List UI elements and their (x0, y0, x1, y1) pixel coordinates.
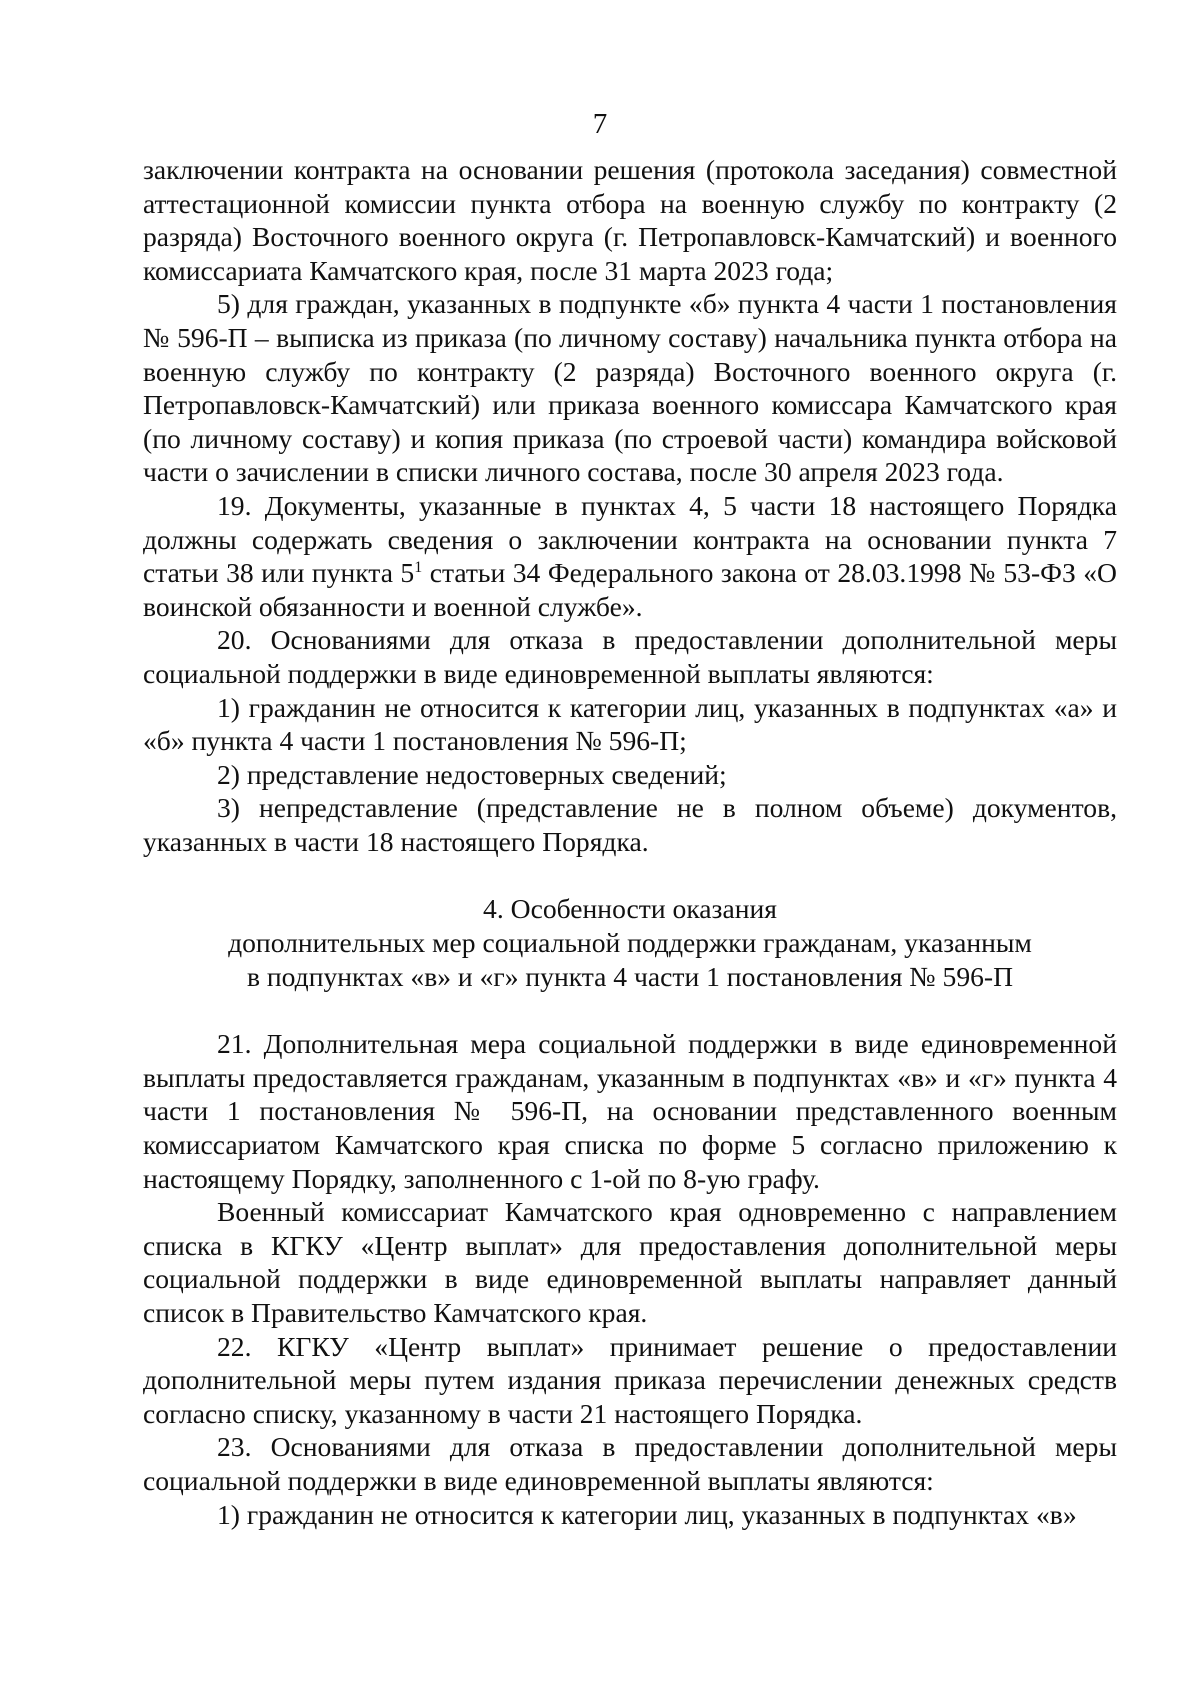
paragraph-20-item-1: 1) гражданин не относится к категории лиц, указанных в подпунктах «а» и «б» пункта 4 части 1 постановления № 596-П; (143, 691, 1117, 757)
section-heading-line-2: дополнительных мер социальной поддержки гражданам, указанным (228, 927, 1032, 959)
paragraph-continuation: заключении контракта на основании решения (протокола заседания) совместной аттестационной комиссии пункта отбора на военную службу по контракту (2 разряда) Восточного военного округа (г. Петропавловск-Камчатский) и военного комиссариата Камчатского края, после 31 марта 2023 года; (143, 154, 1117, 286)
paragraph-20: 20. Основаниями для отказа в предоставлении дополнительной меры социальной поддержки в виде единовременной выплаты являются: (143, 624, 1117, 689)
paragraph-19-text-b: статьи 34 Федерального закона от 28.03.1998 № 53-ФЗ «О воинской обязанности и военной службе». (143, 557, 1117, 622)
page-number: 7 (592, 108, 608, 140)
paragraph-21-continued: Военный комиссариат Камчатского края одновременно с направлением списка в КГКУ «Центр выплат» для предоставления дополнительной меры социальной поддержки в виде единовременной выплаты направляет данный список в Правительство Камчатского края. (143, 1196, 1117, 1328)
section-heading-line-1: 4. Особенности оказания (483, 893, 777, 925)
paragraph-20-item-2: 2) представление недостоверных сведений; (217, 758, 727, 790)
paragraph-23: 23. Основаниями для отказа в предоставлении дополнительной меры социальной поддержки в виде единовременной выплаты являются: (143, 1431, 1117, 1496)
paragraph-19 (143, 489, 1117, 623)
paragraph-23-item-1: 1) гражданин не относится к категории лиц, указанных в подпунктах «в» (217, 1498, 1077, 1530)
paragraph-item-5: 5) для граждан, указанных в подпункте «б» пункта 4 части 1 постановления № 596-П – выписка из приказа (по личному составу) начальника пункта отбора на военную службу по контракту (2 разряда) Восточного военного округа (г. Петропавловск-Камчатский) или приказа военного комиссара Камчатского края (по личному составу) и копия приказа (по строевой части) командира войсковой части о зачислении в списки личного состава, после 30 апреля 2023 года. (143, 288, 1117, 488)
superscript-1: 1 (414, 559, 423, 577)
paragraph-19-text-a: 19. Документы, указанные в пунктах 4, 5 части 18 настоящего Порядка должны содержать сведения о заключении контракта на основании пункта 7 статьи 38 или пункта 5 (143, 489, 1117, 589)
paragraph-21: 21. Дополнительная мера социальной поддержки в виде единовременной выплаты предоставляется гражданам, указанным в подпунктах «в» и «г» пункта 4 части 1 постановления № 596-П, на основании представленного военным комиссариатом Камчатского края списка по форме 5 согласно приложению к настоящему Порядку, заполненного с 1-ой по 8-ую графу. (143, 1028, 1117, 1194)
paragraph-22: 22. КГКУ «Центр выплат» принимает решение о предоставлении дополнительной меры путем издания приказа перечислении денежных средств согласно списку, указанному в части 21 настоящего Порядка. (143, 1330, 1117, 1429)
document-body (143, 153, 1117, 1531)
section-heading (143, 892, 1117, 993)
paragraph-20-item-3: 3) непредставление (представление не в полном объеме) документов, указанных в части 18 настоящего Порядка. (143, 792, 1117, 857)
section-heading-line-3: в подпунктах «в» и «г» пункта 4 части 1 постановления № 596-П (246, 960, 1014, 992)
